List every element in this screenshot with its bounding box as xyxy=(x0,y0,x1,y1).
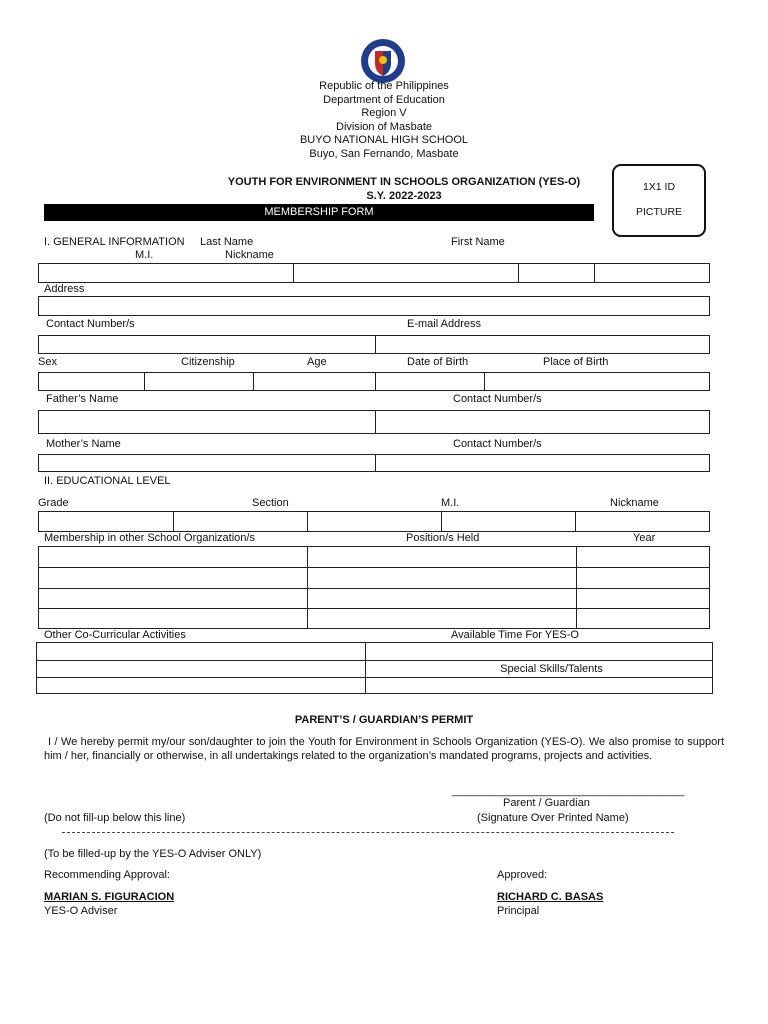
permit-text: I / We hereby permit my/our son/daughter to join the Youth for Environment in Schools Organization (YES-O). We also promise to support him / her, financially or otherwise, in all undertakings related to the organization’s mandated programs, projects and activities. xyxy=(44,736,724,762)
table-row xyxy=(39,568,709,589)
father-contact-field[interactable] xyxy=(376,411,709,433)
citizenship-field[interactable] xyxy=(145,373,254,390)
cut-divider xyxy=(62,832,674,833)
first-name-label: First Name xyxy=(451,236,505,248)
school-year: S.Y. 2022-2023 xyxy=(366,190,442,202)
edu-mi-field[interactable] xyxy=(308,512,442,531)
membership-label: Membership in other School Organization/s xyxy=(44,532,255,544)
contact-field[interactable] xyxy=(39,336,376,353)
last-name-label: Last Name xyxy=(200,236,254,248)
edu-mi-label: M.I. xyxy=(441,497,460,509)
general-section-title: I. GENERAL INFORMATION xyxy=(44,236,185,248)
deped-seal xyxy=(355,38,411,84)
mother-contact-label: Contact Number/s xyxy=(453,438,542,450)
email-label: E-mail Address xyxy=(407,318,481,330)
adviser-only-note: (To be filled-up by the YES-O Adviser ONLY) xyxy=(44,848,262,860)
mother-row xyxy=(38,454,710,472)
id-picture-label: 1X1 ID xyxy=(642,181,676,193)
position-cell[interactable] xyxy=(308,547,577,567)
dob-field[interactable] xyxy=(376,373,485,390)
org-cell[interactable] xyxy=(39,568,308,588)
cocurricular-label: Other Co-Curricular Activities xyxy=(44,629,186,641)
signature-line: ______________________________________ xyxy=(452,785,685,797)
activities-table xyxy=(36,642,713,694)
edu-extra-field[interactable] xyxy=(442,512,576,531)
skills-label: Special Skills/Talents xyxy=(500,663,603,675)
letterhead-line: BUYO NATIONAL HIGH SCHOOL xyxy=(299,134,469,147)
adviser-name: MARIAN S. FIGURACION xyxy=(44,891,175,903)
name-fields-row xyxy=(38,263,710,283)
age-label: Age xyxy=(307,356,327,368)
table-row xyxy=(39,609,709,628)
address-field[interactable] xyxy=(38,296,710,316)
recommending-label: Recommending Approval: xyxy=(44,869,170,881)
section-field[interactable] xyxy=(174,512,308,531)
mother-name-field[interactable] xyxy=(39,455,376,471)
skills-cell[interactable] xyxy=(366,678,712,693)
available-time-label: Available Time For YES-O xyxy=(451,629,579,641)
father-contact-label: Contact Number/s xyxy=(453,393,542,405)
activity-cell[interactable] xyxy=(37,678,366,693)
org-cell[interactable] xyxy=(39,609,308,628)
org-title: YOUTH FOR ENVIRONMENT IN SCHOOLS ORGANIZATION (YES-O) xyxy=(227,176,581,188)
principal-name: RICHARD C. BASAS xyxy=(497,891,604,903)
father-label: Father’s Name xyxy=(46,393,119,405)
address-label: Address xyxy=(44,283,85,295)
org-cell[interactable] xyxy=(39,547,308,567)
signature-role: Parent / Guardian xyxy=(503,797,590,809)
activity-cell[interactable] xyxy=(37,643,366,660)
nickname-field[interactable] xyxy=(595,264,709,282)
email-field[interactable] xyxy=(376,336,709,353)
letterhead-line: Republic of the Philippines xyxy=(319,80,449,92)
mother-label: Mother’s Name xyxy=(46,438,121,450)
edu-nickname-field[interactable] xyxy=(576,512,709,531)
sex-field[interactable] xyxy=(39,373,145,390)
first-name-field[interactable] xyxy=(294,264,519,282)
father-row xyxy=(38,410,710,434)
adviser-title: YES-O Adviser xyxy=(44,905,118,917)
permit-title: PARENT’S / GUARDIAN’S PERMIT xyxy=(294,714,474,726)
year-cell[interactable] xyxy=(577,589,709,609)
father-name-field[interactable] xyxy=(39,411,376,433)
table-row xyxy=(39,547,709,568)
approved-label: Approved: xyxy=(497,869,548,881)
letterhead-line: Division of Masbate xyxy=(336,120,432,133)
membership-table xyxy=(38,546,710,629)
year-label: Year xyxy=(633,532,656,544)
mother-contact-field[interactable] xyxy=(376,455,709,471)
table-row xyxy=(37,643,712,661)
letterhead xyxy=(0,80,768,162)
nickname-label: Nickname xyxy=(225,249,274,261)
year-cell[interactable] xyxy=(577,568,709,588)
letterhead-line: Region V xyxy=(361,107,407,120)
table-row xyxy=(37,678,712,693)
position-cell[interactable] xyxy=(308,609,577,628)
grade-row xyxy=(38,511,710,532)
position-cell[interactable] xyxy=(308,568,577,588)
year-cell[interactable] xyxy=(577,547,709,567)
age-field[interactable] xyxy=(254,373,376,390)
table-row xyxy=(39,589,709,610)
letterhead-line: Buyo, San Fernando, Masbate xyxy=(309,147,459,160)
grade-label: Grade xyxy=(38,497,69,509)
id-picture-label: PICTURE xyxy=(635,206,683,218)
last-name-field[interactable] xyxy=(39,264,294,282)
mi-label: M.I. xyxy=(135,249,154,261)
pob-label: Place of Birth xyxy=(543,356,609,368)
signature-caption: (Signature Over Printed Name) xyxy=(477,812,629,824)
table-row xyxy=(37,661,712,678)
position-cell[interactable] xyxy=(308,589,577,609)
dob-label: Date of Birth xyxy=(407,356,469,368)
letterhead-line: Department of Education xyxy=(323,93,445,106)
form-title-bar: MEMBERSHIP FORM xyxy=(44,204,594,221)
grade-field[interactable] xyxy=(39,512,174,531)
org-cell[interactable] xyxy=(39,589,308,609)
educational-section-title: II. EDUCATIONAL LEVEL xyxy=(44,475,171,487)
section-label: Section xyxy=(252,497,289,509)
id-picture-box xyxy=(612,164,706,237)
available-time-cell[interactable] xyxy=(366,643,712,660)
contact-email-row xyxy=(38,335,710,354)
edu-nickname-label: Nickname xyxy=(610,497,659,509)
pob-field[interactable] xyxy=(485,373,709,390)
mi-field[interactable] xyxy=(519,264,595,282)
citizenship-label: Citizenship xyxy=(181,356,235,368)
no-fill-note: (Do not fill-up below this line) xyxy=(44,812,186,824)
year-cell[interactable] xyxy=(577,609,709,628)
sex-label: Sex xyxy=(38,356,57,368)
position-label: Position/s Held xyxy=(406,532,480,544)
principal-title: Principal xyxy=(497,905,540,917)
personal-details-row xyxy=(38,372,710,391)
activity-cell[interactable] xyxy=(37,661,366,677)
skills-header-cell xyxy=(366,661,712,677)
contact-label: Contact Number/s xyxy=(46,318,135,330)
